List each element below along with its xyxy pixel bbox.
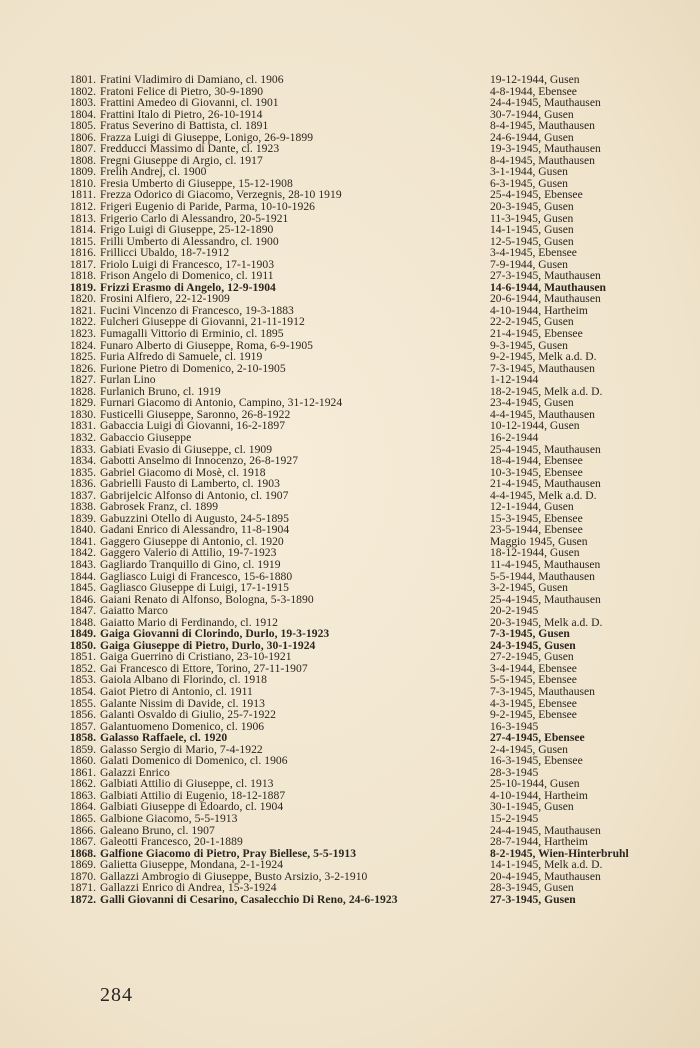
list-item	[60, 686, 680, 698]
entry-number: 1829.	[69, 396, 96, 410]
entry-number: 1846.	[69, 592, 96, 606]
entry-number: 1811.	[70, 188, 96, 202]
entry-person: Galasso Raffaele, cl. 1920	[100, 731, 228, 745]
entry-number: 1869.	[69, 858, 96, 872]
entry-death-date-place: 20-3-1945, Melk a.d. D.	[490, 615, 603, 629]
entry-death-date-place: 16-2-1944	[490, 430, 539, 444]
entry-death-date-place: 19-3-1945, Mauthausen	[490, 142, 601, 156]
list-item	[60, 894, 680, 906]
entry-number: 1868.	[69, 846, 96, 860]
entry-person: Funaro Alberto di Giuseppe, Roma, 6-9-1905	[100, 338, 314, 352]
entry-person: Gagliardo Tranquillo di Gino, cl. 1919	[100, 557, 281, 571]
entry-death-date-place: 4-10-1944, Hartheim	[490, 303, 588, 317]
entry-person: Gabriel Giacomo di Mosè, cl. 1918	[100, 465, 266, 479]
entry-person: Galbiati Attilio di Giuseppe, cl. 1913	[100, 777, 274, 791]
entry-person: Furlanich Bruno, cl. 1919	[100, 384, 221, 398]
entry-person: Gaiot Pietro di Antonio, cl. 1911	[100, 684, 253, 698]
entry-person: Fratus Severino di Battista, cl. 1891	[100, 119, 269, 133]
entry-person: Gabrielli Fausto di Lamberto, cl. 1903	[100, 477, 280, 491]
entry-death-date-place: 28-7-1944, Hartheim	[490, 835, 588, 849]
entry-death-date-place: 14-1-1945, Gusen	[490, 223, 574, 237]
entry-person: Fresia Umberto di Giuseppe, 15-12-1908	[100, 176, 293, 190]
list-item	[60, 478, 680, 490]
entry-death-date-place: Maggio 1945, Gusen	[490, 534, 588, 548]
entry-death-date-place: 3-4-1945, Ebensee	[490, 246, 577, 260]
entry-person: Galfione Giacomo di Pietro, Pray Biellese, 5-5-1913	[100, 846, 357, 860]
entry-death-date-place: 10-12-1944, Gusen	[490, 419, 580, 433]
entry-person: Gaggero Giuseppe di Antonio, cl. 1920	[100, 534, 284, 548]
entry-death-date-place: 4-4-1945, Mauthausen	[490, 407, 595, 421]
entry-person: Frigerio Carlo di Alessandro, 20-5-1921	[100, 211, 289, 225]
entry-person: Gabrosek Franz, cl. 1899	[100, 500, 219, 514]
entry-number: 1857.	[69, 719, 96, 733]
entry-person: Gabrijelcic Alfonso di Antonio, cl. 1907	[100, 488, 289, 502]
entry-person: Galati Domenico di Domenico, cl. 1906	[100, 754, 288, 768]
entry-number: 1844.	[69, 569, 96, 583]
list-item	[60, 432, 680, 444]
entry-person: Gabiati Evasio di Giuseppe, cl. 1909	[100, 442, 273, 456]
entry-number: 1817.	[69, 257, 96, 271]
entry-person: Fulcheri Giuseppe di Giovanni, 21-11-1912	[100, 315, 305, 329]
list-item	[60, 120, 680, 132]
entry-death-date-place: 21-4-1945, Ebensee	[490, 327, 583, 341]
entry-number: 1815.	[69, 234, 96, 248]
entry-person: Frizzi Erasmo di Angelo, 12-9-1904	[100, 280, 276, 294]
entry-number: 1841.	[69, 534, 96, 548]
entry-number: 1805.	[69, 119, 96, 133]
entry-death-date-place: 9-3-1945, Gusen	[490, 338, 568, 352]
entry-number: 1809.	[69, 165, 96, 179]
list-item	[60, 836, 680, 848]
entry-person: Frattini Italo di Pietro, 26-10-1914	[100, 107, 263, 121]
entry-death-date-place: 5-5-1944, Mauthausen	[490, 569, 595, 583]
entry-death-date-place: 28-3-1945	[490, 765, 539, 779]
entry-number: 1837.	[69, 488, 96, 502]
entry-person: Frigeri Eugenio di Paride, Parma, 10-10-1926	[100, 200, 316, 214]
entry-person: Fratini Vladimiro di Damiano, cl. 1906	[100, 73, 284, 86]
entry-death-date-place: 4-10-1944, Hartheim	[490, 788, 588, 802]
entry-number: 1854.	[69, 684, 96, 698]
entry-death-date-place: 9-2-1945, Ebensee	[490, 708, 577, 722]
entry-death-date-place: 7-3-1945, Mauthausen	[490, 361, 595, 375]
entry-person: Galbiati Giuseppe di Edoardo, cl. 1904	[100, 800, 284, 814]
entry-death-date-place: 7-3-1945, Mauthausen	[490, 684, 595, 698]
entry-death-date-place: 24-4-1945, Mauthausen	[490, 823, 601, 837]
entry-number: 1804.	[69, 107, 96, 121]
entry-number: 1819.	[69, 280, 96, 294]
entry-death-date-place: 8-2-1945, Wien-Hinterbruhl	[490, 846, 629, 860]
entry-person: Frillicci Ubaldo, 18-7-1912	[100, 246, 230, 260]
entry-death-date-place: 30-1-1945, Gusen	[490, 800, 574, 814]
entry-number: 1806.	[69, 130, 96, 144]
entry-death-date-place: 15-3-1945, Ebensee	[490, 511, 583, 525]
entry-person: Furione Pietro di Domenico, 2-10-1905	[100, 361, 286, 375]
entry-person: Gagliasco Giuseppe di Luigi, 17-1-1915	[100, 581, 289, 595]
entry-person: Frelih Andrej, cl. 1900	[100, 165, 207, 179]
entry-death-date-place: 11-4-1945, Mauthausen	[490, 557, 601, 571]
entry-number: 1814.	[69, 223, 96, 237]
entry-number: 1813.	[69, 211, 96, 225]
entry-person: Furia Alfredo di Samuele, cl. 1919	[100, 350, 263, 364]
entry-number: 1832.	[69, 430, 96, 444]
entry-death-date-place: 11-3-1945, Gusen	[490, 211, 574, 225]
entry-person: Gabaccio Giuseppe	[100, 430, 192, 444]
entry-death-date-place: 18-4-1944, Ebensee	[490, 454, 583, 468]
entry-number: 1803.	[69, 96, 96, 110]
entry-person: Gabuzzini Otello di Augusto, 24-5-1895	[100, 511, 289, 525]
entry-death-date-place: 27-2-1945, Gusen	[490, 650, 574, 664]
entry-person: Gabotti Anselmo di Innocenzo, 26-8-1927	[100, 454, 299, 468]
entry-person: Frigo Luigi di Giuseppe, 25-12-1890	[100, 223, 274, 237]
entry-person: Gaiga Giovanni di Clorindo, Durlo, 19-3-1923	[100, 627, 330, 641]
entry-death-date-place: 27-4-1945, Ebensee	[490, 731, 585, 745]
entry-person: Gaiga Giuseppe di Pietro, Durlo, 30-1-1924	[100, 638, 316, 652]
entry-number: 1840.	[69, 523, 96, 537]
entry-death-date-place: 8-4-1945, Mauthausen	[490, 153, 595, 167]
entry-number: 1872.	[69, 892, 96, 906]
entry-person: Furlan Lino	[100, 373, 156, 387]
entry-death-date-place: 19-12-1944, Gusen	[490, 73, 580, 86]
entry-number: 1865.	[69, 812, 96, 825]
entry-death-date-place: 3-4-1944, Ebensee	[490, 661, 577, 675]
entry-number: 1807.	[69, 142, 96, 156]
entry-number: 1867.	[69, 835, 96, 849]
entry-person: Frazza Luigi di Giuseppe, Lonigo, 26-9-1899	[100, 130, 314, 144]
entry-death-date-place: 9-2-1945, Melk a.d. D.	[490, 350, 597, 364]
entry-death-date-place: 21-4-1945, Mauthausen	[490, 477, 601, 491]
entry-person: Galli Giovanni di Cesarino, Casalecchio Di Reno, 24-6-1923	[100, 892, 398, 906]
entry-number: 1847.	[69, 604, 96, 618]
entry-death-date-place: 24-3-1945, Gusen	[490, 638, 576, 652]
entry-number: 1863.	[69, 788, 96, 802]
entry-number: 1802.	[69, 84, 96, 98]
entry-death-date-place: 27-3-1945, Gusen	[490, 892, 576, 906]
entry-person: Frilli Umberto di Alessandro, cl. 1900	[100, 234, 279, 248]
entry-death-date-place: 28-3-1945, Gusen	[490, 881, 574, 895]
entry-number: 1826.	[69, 361, 96, 375]
entry-person: Fredducci Massimo di Dante, cl. 1923	[100, 142, 280, 156]
entry-death-date-place: 22-2-1945, Gusen	[490, 315, 574, 329]
list-item	[60, 582, 680, 594]
entry-person: Galietta Giuseppe, Mondana, 2-1-1924	[100, 858, 284, 872]
entry-number: 1860.	[69, 754, 96, 768]
entry-number: 1838.	[69, 500, 96, 514]
entry-number: 1855.	[69, 696, 96, 710]
entry-number: 1862.	[69, 777, 96, 791]
entry-person: Fusticelli Giuseppe, Saronno, 26-8-1922	[100, 407, 291, 421]
entry-person: Galasso Sergio di Mario, 7-4-1922	[100, 742, 263, 756]
entry-death-date-place: 24-6-1944, Gusen	[490, 130, 574, 144]
entry-death-date-place: 25-4-1945, Mauthausen	[490, 442, 601, 456]
entry-number: 1828.	[69, 384, 96, 398]
entry-person: Galbione Giacomo, 5-5-1913	[100, 812, 238, 825]
entry-death-date-place: 25-4-1945, Mauthausen	[490, 592, 601, 606]
deportee-list	[60, 74, 680, 905]
entry-death-date-place: 18-2-1945, Melk a.d. D.	[490, 384, 603, 398]
entry-person: Gadani Enrico di Alessandro, 11-8-1904	[100, 523, 290, 537]
entry-death-date-place: 30-7-1944, Gusen	[490, 107, 574, 121]
entry-number: 1858.	[69, 731, 96, 745]
entry-person: Gaiani Renato di Alfonso, Bologna, 5-3-1890	[100, 592, 314, 606]
entry-number: 1825.	[69, 350, 96, 364]
entry-death-date-place: 14-6-1944, Mauthausen	[490, 280, 606, 294]
entry-death-date-place: 15-2-1945	[490, 812, 539, 825]
entry-number: 1843.	[69, 557, 96, 571]
entry-person: Gaiatto Mario di Ferdinando, cl. 1912	[100, 615, 278, 629]
entry-death-date-place: 1-12-1944	[490, 373, 539, 387]
list-item	[60, 97, 680, 109]
entry-person: Galante Nissim di Davide, cl. 1913	[100, 696, 265, 710]
entry-death-date-place: 20-2-1945	[490, 604, 539, 618]
entry-person: Frezza Odorico di Giacomo, Verzegnis, 28-10 1919	[100, 188, 342, 202]
entry-person: Galeotti Francesco, 20-1-1889	[100, 835, 243, 849]
entry-number: 1831.	[69, 419, 96, 433]
entry-death-date-place: 27-3-1945, Mauthausen	[490, 269, 601, 283]
entry-number: 1866.	[69, 823, 96, 837]
entry-person: Fumagalli Vittorio di Erminio, cl. 1895	[100, 327, 284, 341]
list-item	[60, 859, 680, 871]
entry-person: Fucini Vincenzo di Francesco, 19-3-1883	[100, 303, 294, 317]
entry-number: 1870.	[69, 869, 96, 883]
list-item	[60, 605, 680, 617]
entry-number: 1816.	[69, 246, 96, 260]
entry-number: 1812.	[69, 200, 96, 214]
entry-number: 1842.	[69, 546, 96, 560]
list-item	[60, 709, 680, 721]
entry-number: 1836.	[69, 477, 96, 491]
entry-death-date-place: 23-5-1944, Ebensee	[490, 523, 583, 537]
entry-death-date-place: 18-12-1944, Gusen	[490, 546, 580, 560]
entry-person: Gallazzi Enrico di Andrea, 15-3-1924	[100, 881, 277, 895]
entry-person: Friolo Luigi di Francesco, 17-1-1903	[100, 257, 275, 271]
list-item	[60, 732, 680, 744]
entry-death-date-place: 7-3-1945, Gusen	[490, 627, 570, 641]
entry-number: 1810.	[69, 176, 96, 190]
entry-death-date-place: 7-9-1944, Gusen	[490, 257, 568, 271]
entry-person: Gagliasco Luigi di Francesco, 15-6-1880	[100, 569, 293, 583]
entry-person: Frison Angelo di Domenico, cl. 1911	[100, 269, 274, 283]
entry-number: 1830.	[69, 407, 96, 421]
entry-person: Galbiati Attilio di Eugenio, 18-12-1887	[100, 788, 286, 802]
entry-death-date-place: 12-1-1944, Gusen	[490, 500, 574, 514]
list-item	[60, 351, 680, 363]
entry-death-date-place: 8-4-1945, Mauthausen	[490, 119, 595, 133]
entry-number: 1848.	[69, 615, 96, 629]
entry-person: Furnari Giacomo di Antonio, Campino, 31-12-1924	[100, 396, 343, 410]
entry-number: 1818.	[69, 269, 96, 283]
entry-person: Frattini Amedeo di Giovanni, cl. 1901	[100, 96, 279, 110]
entry-death-date-place: 25-10-1944, Gusen	[490, 777, 580, 791]
entry-death-date-place: 10-3-1945, Ebensee	[490, 465, 583, 479]
entry-number: 1801.	[69, 73, 96, 86]
list-item	[60, 328, 680, 340]
entry-number: 1853.	[69, 673, 96, 687]
entry-person: Gallazzi Ambrogio di Giuseppe, Busto Arsizio, 3-2-1910	[100, 869, 368, 883]
entry-death-date-place: 3-2-1945, Gusen	[490, 581, 568, 595]
entry-number: 1834.	[69, 454, 96, 468]
entry-death-date-place: 5-5-1945, Ebensee	[490, 673, 577, 687]
entry-number: 1845.	[69, 581, 96, 595]
entry-death-date-place: 20-4-1945, Mauthausen	[490, 869, 601, 883]
entry-death-date-place: 2-4-1945, Gusen	[490, 742, 568, 756]
entry-death-date-place: 4-3-1945, Ebensee	[490, 696, 577, 710]
entry-death-date-place: 25-4-1945, Ebensee	[490, 188, 583, 202]
entry-death-date-place: 20-6-1944, Mauthausen	[490, 292, 601, 306]
list-item	[60, 455, 680, 467]
entry-number: 1859.	[69, 742, 96, 756]
entry-death-date-place: 3-1-1944, Gusen	[490, 165, 568, 179]
entry-person: Gaggero Valerio di Attilio, 19-7-1923	[100, 546, 277, 560]
entry-person: Galeano Bruno, cl. 1907	[100, 823, 215, 837]
entry-person: Gaiga Guerrino di Cristiano, 23-10-1921	[100, 650, 292, 664]
entry-number: 1839.	[69, 511, 96, 525]
entry-number: 1850.	[69, 638, 96, 652]
list-item	[60, 224, 680, 236]
entry-number: 1871.	[69, 881, 96, 895]
entry-person: Galazzi Enrico	[100, 765, 170, 779]
entry-number: 1827.	[69, 373, 96, 387]
entry-death-date-place: 16-3-1945	[490, 719, 539, 733]
entry-death-date-place: 12-5-1945, Gusen	[490, 234, 574, 248]
entry-number: 1849.	[69, 627, 96, 641]
entry-person: Galantuomeno Domenico, cl. 1906	[100, 719, 265, 733]
entry-number: 1821.	[69, 303, 96, 317]
entry-death-date-place: 4-4-1945, Melk a.d. D.	[490, 488, 597, 502]
entry-number: 1822.	[69, 315, 96, 329]
entry-death-date-place: 23-4-1945, Gusen	[490, 396, 574, 410]
entry-person: Gaiatto Marco	[100, 604, 168, 618]
list-item	[60, 201, 680, 213]
entry-person: Frosini Alfiero, 22-12-1909	[100, 292, 230, 306]
entry-death-date-place: 20-3-1945, Gusen	[490, 200, 574, 214]
entry-person: Gai Francesco di Ettore, Torino, 27-11-1907	[100, 661, 308, 675]
entry-death-date-place: 16-3-1945, Ebensee	[490, 754, 583, 768]
entry-person: Fregni Giuseppe di Argio, cl. 1917	[100, 153, 263, 167]
page-number: 284	[100, 984, 133, 1006]
entry-person: Galanti Osvaldo di Giulio, 25-7-1922	[100, 708, 277, 722]
entry-number: 1820.	[69, 292, 96, 306]
list-item	[60, 559, 680, 571]
list-item	[60, 813, 680, 825]
entry-death-date-place: 14-1-1945, Melk a.d. D.	[490, 858, 603, 872]
entry-person: Gabaccia Luigi di Giovanni, 16-2-1897	[100, 419, 286, 433]
entry-number: 1835.	[69, 465, 96, 479]
entry-person: Fratoni Felice di Pietro, 30-9-1890	[100, 84, 264, 98]
entry-number: 1808.	[69, 153, 96, 167]
entry-number: 1856.	[69, 708, 96, 722]
entry-number: 1851.	[69, 650, 96, 664]
entry-death-date-place: 4-8-1944, Ebensee	[490, 84, 577, 98]
entry-number: 1833.	[69, 442, 96, 456]
entry-death-date-place: 24-4-1945, Mauthausen	[490, 96, 601, 110]
entry-number: 1861.	[69, 765, 96, 779]
entry-number: 1852.	[69, 661, 96, 675]
list-item	[60, 74, 680, 86]
entry-person: Gaiola Albano di Florindo, cl. 1918	[100, 673, 267, 687]
entry-number: 1823.	[69, 327, 96, 341]
entry-number: 1824.	[69, 338, 96, 352]
entry-death-date-place: 6-3-1945, Gusen	[490, 176, 568, 190]
entry-number: 1864.	[69, 800, 96, 814]
